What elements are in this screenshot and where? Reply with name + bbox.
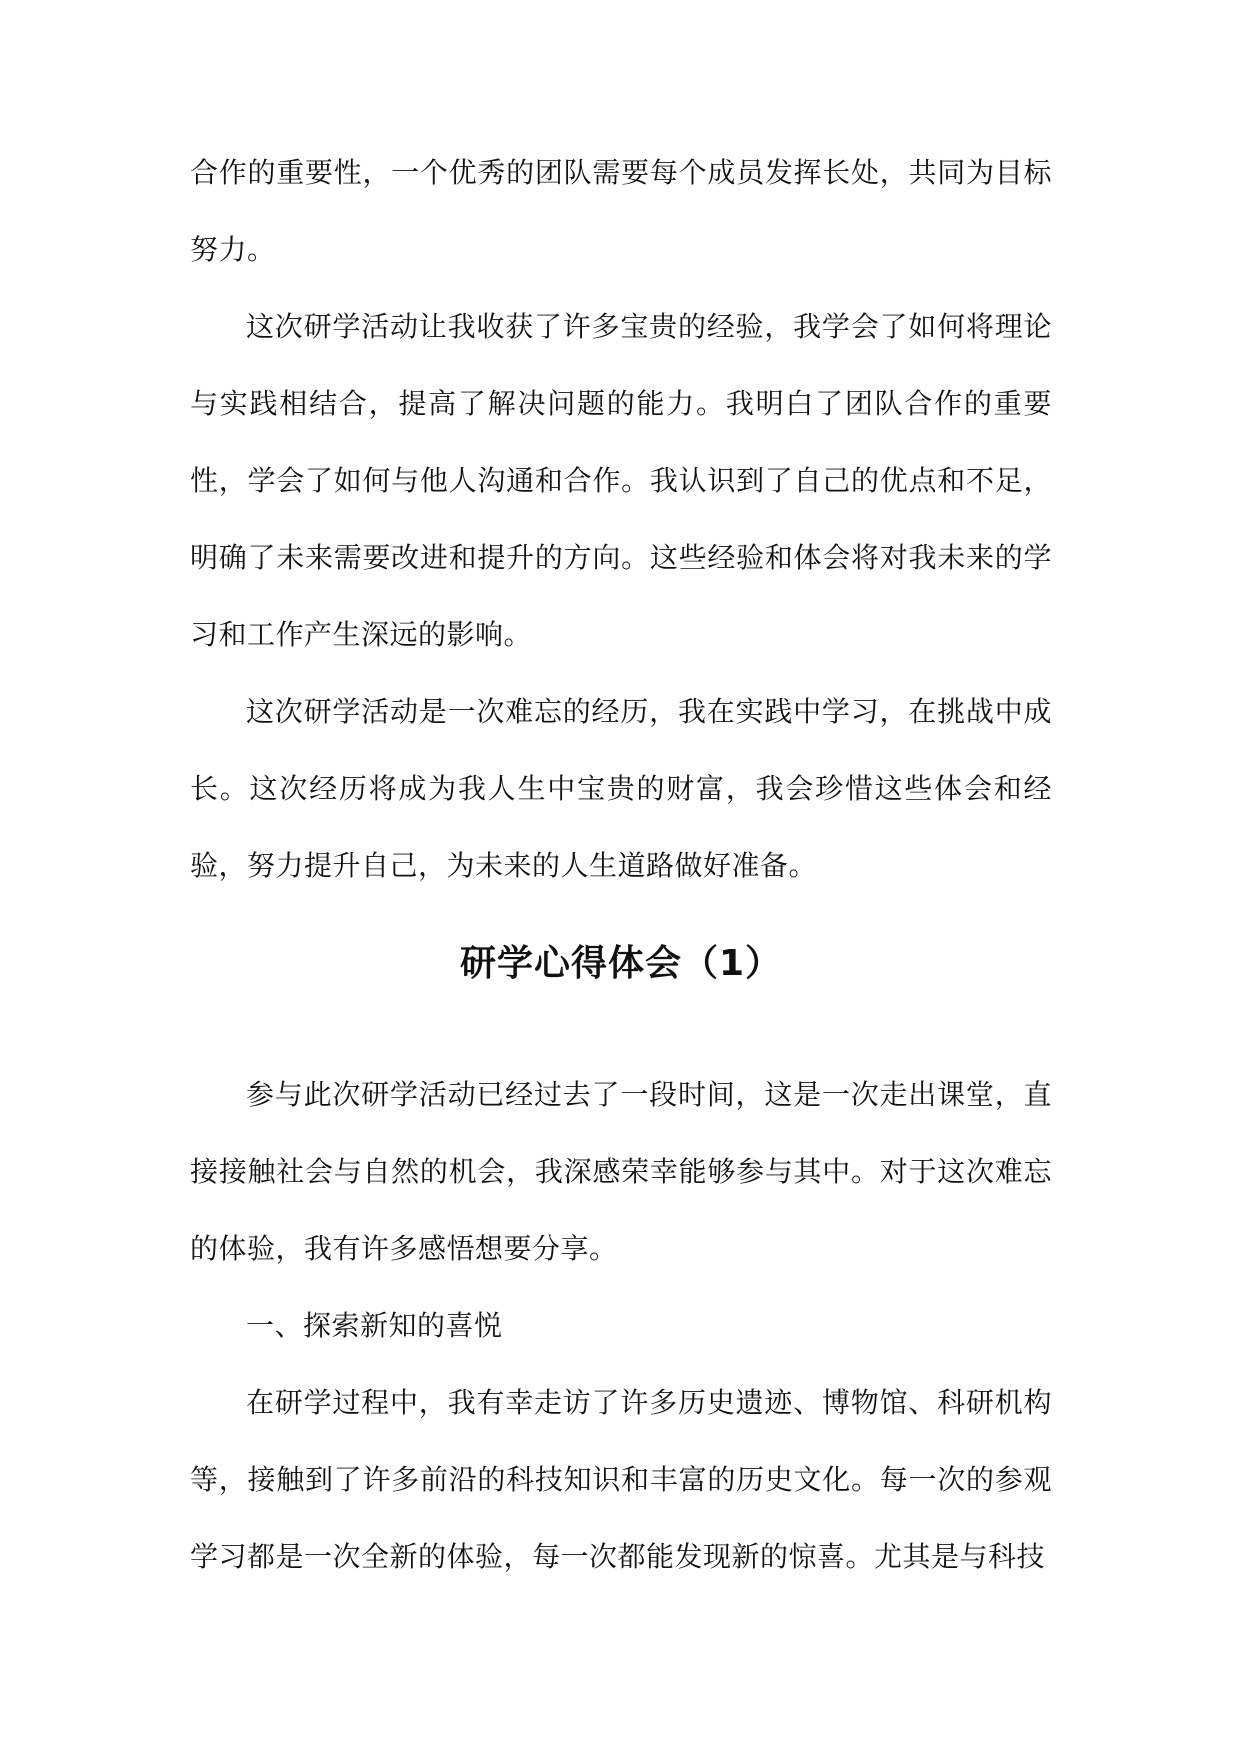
intro-paragraph: 参与此次研学活动已经过去了一段时间，这是一次走出课堂，直接接触社会与自然的机会，我深感荣幸能够参与其中。对于这次难忘的体验，我有许多感悟想要分享。 [190,1078,1052,1265]
experience-paragraph: 这次研学活动让我收获了许多宝贵的经验，我学会了如何将理论与实践相结合，提高了解决问题的能力。我明白了团队合作的重要性，学会了如何与他人沟通和合作。我认识到了自己的优点和不足，明确了未来需要改进和提升的方向。这些经验和体会将对我未来的学习和工作产生深远的影响。 [190,310,1052,651]
subheading-paragraph: 一、探索新知的喜悦 [246,1309,503,1342]
section-title: 研学心得体会（1） [459,943,783,984]
closing-paragraph: 这次研学活动是一次难忘的经历，我在实践中学习，在挑战中成长。这次经历将成为我人生中宝贵的财富，我会珍惜这些体会和经验，努力提升自己，为未来的人生道路做好准备。 [190,695,1052,882]
continued-paragraph: 合作的重要性，一个优秀的团队需要每个成员发挥长处，共同为目标努力。 [190,156,1052,266]
body-paragraph: 在研学过程中，我有幸走访了许多历史遗迹、博物馆、科研机构等，接触到了许多前沿的科技知识和丰富的历史文化。每一次的参观学习都是一次全新的体验，每一次都能发现新的惊喜。尤其是与科技 [190,1386,1052,1573]
